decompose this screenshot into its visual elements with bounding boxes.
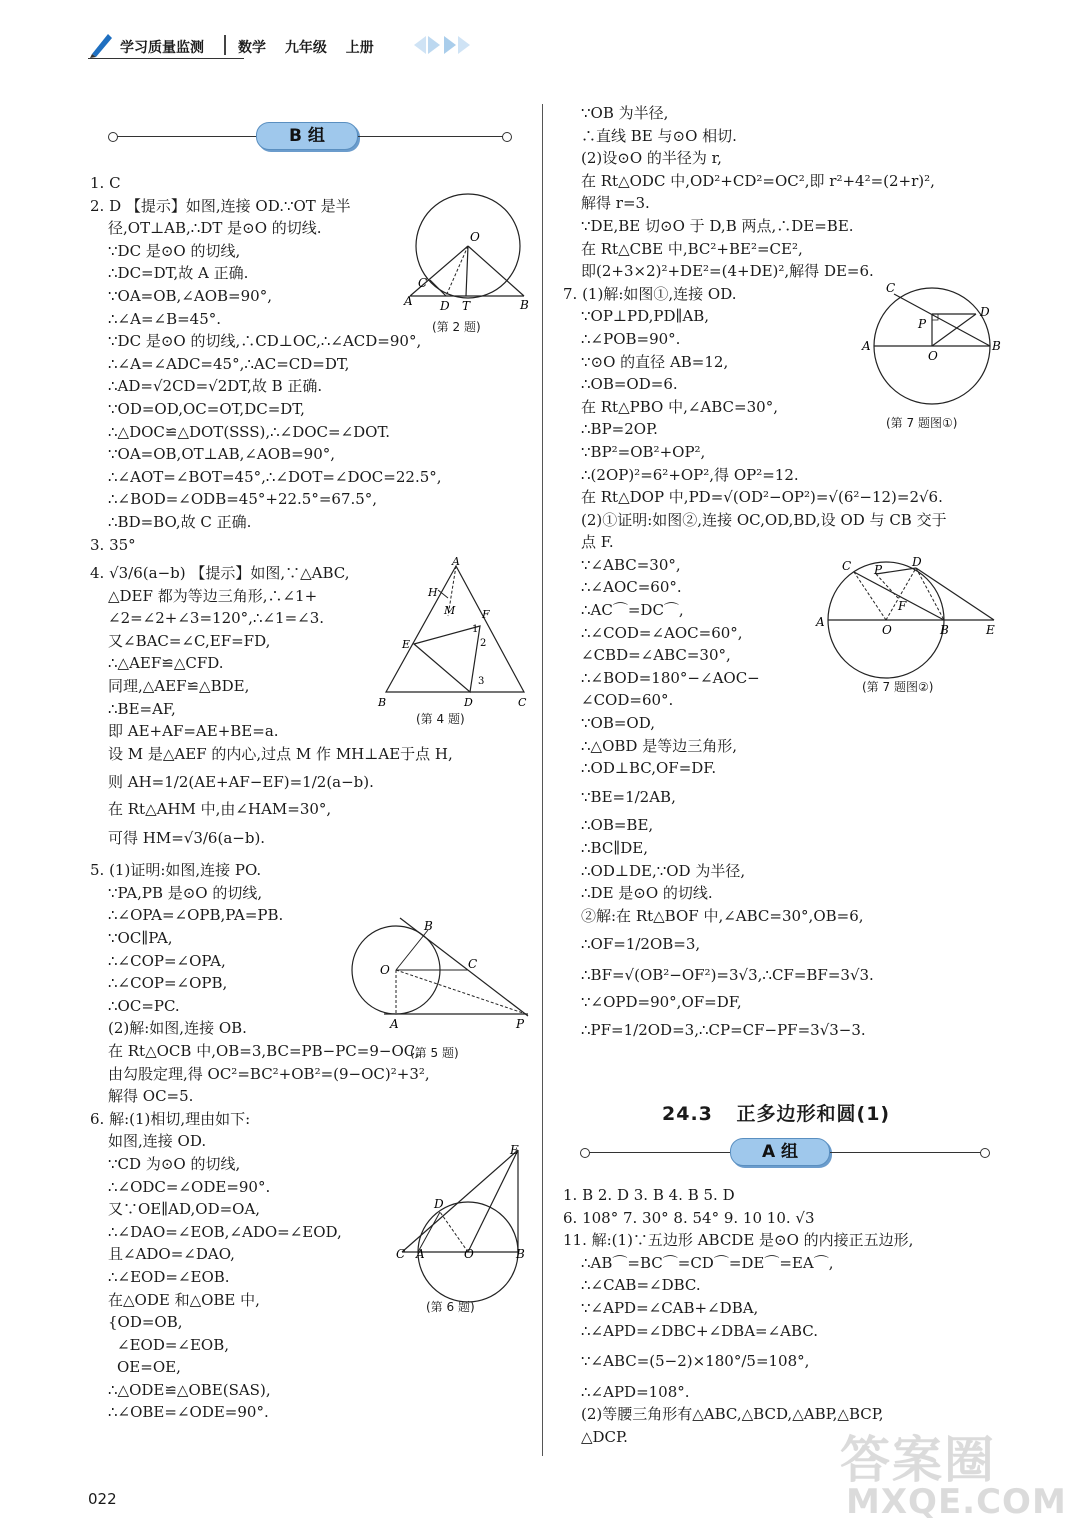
text-line: 如图,连接 OD. bbox=[108, 1132, 207, 1151]
text-line: 解得 r=3. bbox=[581, 194, 650, 213]
label-M: M bbox=[444, 604, 456, 617]
text-line: ∠CBD=∠ABC=30°, bbox=[581, 646, 731, 665]
figure-q7-1-svg bbox=[858, 282, 1008, 412]
page-number: 022 bbox=[88, 1490, 117, 1508]
figure-q2 bbox=[404, 190, 534, 324]
label-O: O bbox=[464, 1247, 474, 1261]
text-line: ∵DC 是⊙O 的切线,∴CD⊥OC,∴∠ACD=90°, bbox=[108, 332, 422, 351]
text-line: ∴OB=BE, bbox=[581, 816, 654, 835]
text-line: 解得 OC=5. bbox=[108, 1087, 194, 1106]
header-info bbox=[238, 37, 374, 57]
bar-dot-left bbox=[580, 1148, 590, 1158]
text-line: (2)等腰三角形有△ABC,△BCD,△ABP,△BCP, bbox=[581, 1405, 884, 1424]
subject-label: 数学 bbox=[238, 40, 266, 56]
text-line: 在 Rt△DOP 中,PD=√(OD²−OP²)=√(6²−12)=2√6. bbox=[581, 488, 943, 507]
text-line: ∴∠COP=∠OPA, bbox=[108, 951, 226, 970]
column-divider bbox=[542, 104, 543, 1456]
text-line: ∴DC=DT,故 A 正确. bbox=[108, 264, 249, 283]
text-line: 由勾股定理,得 OC²=BC²+OB²=(9−OC)²+3², bbox=[108, 1064, 430, 1083]
text-line: 11. 解:(1)∵五边形 ABCDE 是⊙O 的内接正五边形, bbox=[563, 1231, 914, 1250]
text-line: ∵BE=1/2AB, bbox=[581, 787, 676, 806]
text-line: 3. 35° bbox=[90, 535, 136, 554]
volume-label: 上册 bbox=[345, 40, 374, 56]
text-line: △DCP. bbox=[581, 1427, 628, 1446]
bar-line-right bbox=[830, 1152, 982, 1153]
label-B: B bbox=[940, 623, 949, 637]
text-line: ∵PA,PB 是⊙O 的切线, bbox=[108, 883, 263, 902]
label-A: A bbox=[404, 294, 413, 308]
figure-q6 bbox=[394, 1140, 534, 1264]
watermark-text: 答案圈 bbox=[840, 1431, 996, 1489]
text-line: 5. (1)证明:如图,连接 PO. bbox=[90, 861, 262, 880]
text-line: ∴AC⌒=DC⌒, bbox=[581, 601, 684, 620]
bar-line-right bbox=[358, 136, 504, 137]
label-C: C bbox=[886, 281, 896, 295]
label-C: C bbox=[396, 1247, 406, 1261]
pen-icon bbox=[88, 30, 116, 58]
text-line: ∴∠AOT=∠BOT=45°,∴∠DOT=∠DOC=22.5°, bbox=[108, 467, 442, 486]
label-O: O bbox=[470, 230, 480, 244]
label-C: C bbox=[842, 559, 852, 573]
header-rule bbox=[88, 58, 244, 59]
text-line: ∴∠A=∠B=45°. bbox=[108, 309, 222, 328]
label-D: D bbox=[464, 696, 473, 709]
text-line: ∴BP=2OP. bbox=[581, 420, 658, 439]
text-line: ∴∠POB=90°. bbox=[581, 329, 681, 348]
text-line: {OD=OB, bbox=[108, 1313, 183, 1332]
text-line: 径,OT⊥AB,∴DT 是⊙O 的切线. bbox=[108, 219, 322, 238]
figure-q6-svg bbox=[394, 1140, 534, 1260]
text-line: ∠COD=60°. bbox=[581, 691, 674, 710]
caption-q4: (第 4 题) bbox=[416, 712, 465, 726]
section-title bbox=[662, 1099, 890, 1126]
text-line: ∴∠BOD=∠ODB=45°+22.5°=67.5°, bbox=[108, 490, 378, 509]
label-P: P bbox=[516, 1017, 525, 1031]
angle-label-1: 1 bbox=[472, 624, 479, 635]
text-line: ∵CD 为⊙O 的切线, bbox=[108, 1154, 241, 1173]
text-line: 在 Rt△ODC 中,OD²+CD²=OC²,即 r²+4²=(2+r)², bbox=[581, 171, 935, 190]
bar-dot-right bbox=[980, 1148, 990, 1158]
text-line: ∴∠CAB=∠DBC. bbox=[581, 1276, 701, 1295]
text-line: 4. √3/6(a−b) 【提示】如图,∵△ABC, bbox=[90, 564, 350, 583]
caption-q2: (第 2 题) bbox=[432, 320, 481, 334]
text-line: ∴直线 BE 与⊙O 相切. bbox=[581, 126, 737, 145]
text-line: 即 AE+AF=AE+BE=a. bbox=[108, 722, 279, 741]
text-line: ∴∠EOD=∠EOB. bbox=[108, 1267, 230, 1286]
text-line: ∴OD⊥DE,∵OD 为半径, bbox=[581, 861, 746, 880]
text-line: 且∠ADO=∠DAO, bbox=[108, 1245, 235, 1264]
watermark-url: MXQE.COM bbox=[846, 1482, 1067, 1522]
text-line: ∴BD=BO,故 C 正确. bbox=[108, 512, 252, 531]
text-line: ∴△OBD 是等边三角形, bbox=[581, 736, 737, 755]
a-group-answers bbox=[563, 1184, 1003, 1449]
label-A: A bbox=[390, 1017, 399, 1031]
text-line: (2)①证明:如图②,连接 OC,OD,BD,设 OD 与 CB 交于 bbox=[581, 510, 947, 529]
grade-label: 九年级 bbox=[284, 40, 327, 56]
text-line: ∴△DOC≌△DOT(SSS),∴∠DOC=∠DOT. bbox=[108, 422, 391, 441]
figure-q5-svg bbox=[350, 916, 534, 1040]
text-line: ∴∠AOC=60°. bbox=[581, 578, 682, 597]
text-line: ∴BC∥DE, bbox=[581, 839, 648, 857]
text-line: 在 Rt△AHM 中,由∠HAM=30°, bbox=[108, 800, 332, 819]
label-F: F bbox=[482, 608, 490, 621]
watermark-logo bbox=[836, 1420, 1067, 1530]
figure-q2-svg bbox=[404, 190, 534, 320]
text-line: 点 F. bbox=[581, 533, 614, 552]
label-C: C bbox=[518, 696, 527, 709]
text-line: 在 Rt△PBO 中,∠ABC=30°, bbox=[581, 397, 778, 416]
figure-q4 bbox=[376, 556, 536, 716]
caption-q7b: (第 7 题图②) bbox=[862, 680, 934, 694]
text-line: ∠2=∠2+∠3=120°,∴∠1=∠3. bbox=[108, 609, 325, 628]
figure-q4-svg bbox=[376, 556, 536, 712]
text-line: 7. (1)解:如图①,连接 OD. bbox=[563, 284, 737, 303]
text-line: 同理,△AEF≌△BDE, bbox=[108, 677, 250, 696]
text-line: OE=OE, bbox=[117, 1358, 181, 1377]
text-line: (2)设⊙O 的半径为 r, bbox=[581, 149, 722, 168]
text-line: ②解:在 Rt△BOF 中,∠ABC=30°,OB=6, bbox=[581, 906, 864, 925]
label-D: D bbox=[912, 555, 922, 569]
text-line: 6. 108° 7. 30° 8. 54° 9. 10 10. √3 bbox=[563, 1208, 815, 1227]
bar-line-left bbox=[117, 136, 265, 137]
text-line: ∴∠ODC=∠ODE=90°. bbox=[108, 1177, 271, 1196]
angle-label-2: 2 bbox=[480, 638, 487, 649]
text-line: ∴BE=AF, bbox=[108, 699, 176, 718]
label-P: P bbox=[874, 563, 883, 577]
label-B: B bbox=[516, 1247, 525, 1261]
label-D: D bbox=[440, 299, 450, 313]
text-line: ∵OP⊥PD,PD∥AB, bbox=[581, 307, 710, 326]
label-E: E bbox=[402, 638, 411, 651]
text-line: 1. B 2. D 3. B 4. B 5. D bbox=[563, 1186, 735, 1204]
text-line: 在△ODE 和△OBE 中, bbox=[108, 1290, 260, 1309]
label-D: D bbox=[434, 1197, 444, 1211]
text-line: 2. D 【提示】如图,连接 OD.∵OT 是半 bbox=[90, 196, 351, 215]
label-A: A bbox=[816, 615, 825, 629]
text-line: ∵∠ABC=(5−2)×180°/5=108°, bbox=[581, 1352, 810, 1371]
text-line: ∴∠OPA=∠OPB,PA=PB. bbox=[108, 906, 284, 925]
group-a-bar bbox=[580, 1138, 990, 1168]
text-line: ∵OD=OD,OC=OT,DC=DT, bbox=[108, 399, 305, 418]
text-line: ∠EOD=∠EOB, bbox=[117, 1335, 230, 1354]
group-b-bar bbox=[108, 122, 512, 152]
label-B: B bbox=[424, 919, 433, 933]
text-line: ∴OD⊥BC,OF=DF. bbox=[581, 759, 717, 778]
text-line: △DEF 都为等边三角形,∴∠1+ bbox=[108, 586, 318, 605]
bar-dot-left bbox=[108, 132, 118, 142]
text-line: ∴∠A=∠ADC=45°,∴AC=CD=DT, bbox=[108, 354, 350, 373]
label-E: E bbox=[510, 1143, 519, 1157]
text-line: ∵OB=OD, bbox=[581, 714, 655, 733]
header-divider bbox=[224, 35, 226, 55]
text-line: ∴AD=√2CD=√2DT,故 B 正确. bbox=[108, 377, 323, 396]
text-line: ∴BF=√(OB²−OF²)=3√3,∴CF=BF=3√3. bbox=[581, 965, 874, 984]
text-line: 则 AH=1/2(AE+AF−EF)=1/2(a−b). bbox=[108, 773, 374, 792]
label-B: B bbox=[378, 696, 387, 709]
label-A: A bbox=[862, 339, 871, 353]
label-C: C bbox=[468, 957, 478, 971]
text-line: ∴OB=OD=6. bbox=[581, 375, 678, 394]
label-H: H bbox=[428, 586, 438, 599]
text-line: ∵DC 是⊙O 的切线, bbox=[108, 241, 241, 260]
text-line: ∵OA=OB,OT⊥AB,∠AOB=90°, bbox=[108, 445, 336, 464]
label-O: O bbox=[380, 963, 390, 977]
label-P: P bbox=[918, 317, 927, 331]
group-b-label: B 组 bbox=[256, 122, 358, 150]
label-A: A bbox=[416, 1247, 425, 1261]
text-line: ∴∠OBE=∠ODE=90°. bbox=[108, 1403, 269, 1422]
text-line: ∵⊙O 的直径 AB=12, bbox=[581, 352, 729, 371]
bar-line-left bbox=[589, 1152, 737, 1153]
label-E: E bbox=[986, 623, 995, 637]
text-line: ∴∠COD=∠AOC=60°, bbox=[581, 623, 743, 642]
label-F: F bbox=[898, 599, 907, 613]
text-line: ∴∠BOD=180°−∠AOC− bbox=[581, 668, 760, 687]
figure-q7-2 bbox=[814, 556, 1004, 680]
figure-q7-2-svg bbox=[814, 556, 1004, 676]
caption-q6: (第 6 题) bbox=[426, 1300, 475, 1314]
label-A: A bbox=[452, 555, 460, 568]
caption-q7a: (第 7 题图①) bbox=[886, 416, 958, 430]
text-line: ∵OA=OB,∠AOB=90°, bbox=[108, 286, 272, 305]
label-C: C bbox=[418, 276, 428, 290]
text-line: ∴△ODE≌△OBE(SAS), bbox=[108, 1380, 271, 1399]
figure-q5 bbox=[350, 916, 534, 1044]
text-line: ∴∠COP=∠OPB, bbox=[108, 974, 228, 993]
text-line: ∵∠OPD=90°,OF=DF, bbox=[581, 992, 742, 1011]
text-line: ∴OF=1/2OB=3, bbox=[581, 935, 701, 954]
label-T: T bbox=[462, 299, 471, 313]
text-line: ∴OC=PC. bbox=[108, 996, 180, 1015]
text-line: ∴∠DAO=∠EOB,∠ADO=∠EOD, bbox=[108, 1222, 342, 1241]
text-line: ∵BP²=OB²+OP², bbox=[581, 442, 706, 461]
label-D: D bbox=[980, 305, 990, 319]
text-line: ∴DE 是⊙O 的切线. bbox=[581, 884, 713, 903]
label-B: B bbox=[992, 339, 1001, 353]
text-line: 1. C bbox=[90, 174, 121, 192]
label-B: B bbox=[520, 298, 529, 312]
figure-q7-1 bbox=[858, 282, 1008, 416]
text-line: ∴△AEF≌△CFD. bbox=[108, 654, 224, 673]
text-line: 可得 HM=√3/6(a−b). bbox=[108, 828, 266, 847]
bar-dot-right bbox=[502, 132, 512, 142]
text-line: ∵OC∥PA, bbox=[108, 929, 173, 947]
label-O: O bbox=[882, 623, 892, 637]
section-number: 24.3 bbox=[662, 1103, 713, 1125]
text-line: 又∠BAC=∠C,EF=FD, bbox=[108, 631, 271, 650]
text-line: 又∵OE∥AD,OD=OA, bbox=[108, 1200, 261, 1219]
series-title: 学习质量监测 bbox=[120, 40, 204, 56]
page-header bbox=[88, 30, 488, 60]
text-line: ∴PF=1/2OD=3,∴CP=CF−PF=3√3−3. bbox=[581, 1021, 866, 1040]
text-line: 在 Rt△CBE 中,BC²+BE²=CE², bbox=[581, 239, 803, 258]
text-line: ∴∠APD=108°. bbox=[581, 1382, 690, 1401]
text-line: 在 Rt△OCB 中,OB=3,BC=PB−PC=9−OC, bbox=[108, 1041, 420, 1060]
text-line: ∵OB 为半径, bbox=[581, 104, 669, 122]
text-line: ∴∠APD=∠DBC+∠DBA=∠ABC. bbox=[581, 1321, 819, 1340]
text-line: ∵DE,BE 切⊙O 于 D,B 两点,∴DE=BE. bbox=[581, 216, 854, 235]
text-line: ∵∠APD=∠CAB+∠DBA, bbox=[581, 1298, 759, 1317]
caption-q5: (第 5 题) bbox=[410, 1046, 459, 1060]
angle-label-3: 3 bbox=[478, 676, 485, 687]
text-line: 6. 解:(1)相切,理由如下: bbox=[90, 1109, 251, 1128]
chevron-decoration-icon bbox=[414, 34, 474, 56]
text-line: ∴AB⌒=BC⌒=CD⌒=DE⌒=EA⌒, bbox=[581, 1253, 834, 1272]
text-line: ∵∠ABC=30°, bbox=[581, 555, 681, 574]
text-line: (2)解:如图,连接 OB. bbox=[108, 1019, 247, 1038]
text-line: ∴(2OP)²=6²+OP²,得 OP²=12. bbox=[581, 465, 799, 484]
label-O: O bbox=[928, 349, 938, 363]
text-line: 即(2+3×2)²+DE²=(4+DE)²,解得 DE=6. bbox=[581, 262, 874, 281]
text-line: 设 M 是△AEF 的内心,过点 M 作 MH⊥AE于点 H, bbox=[108, 744, 453, 763]
section-name: 正多边形和圆(1) bbox=[736, 1103, 891, 1125]
group-a-label: A 组 bbox=[730, 1138, 830, 1166]
